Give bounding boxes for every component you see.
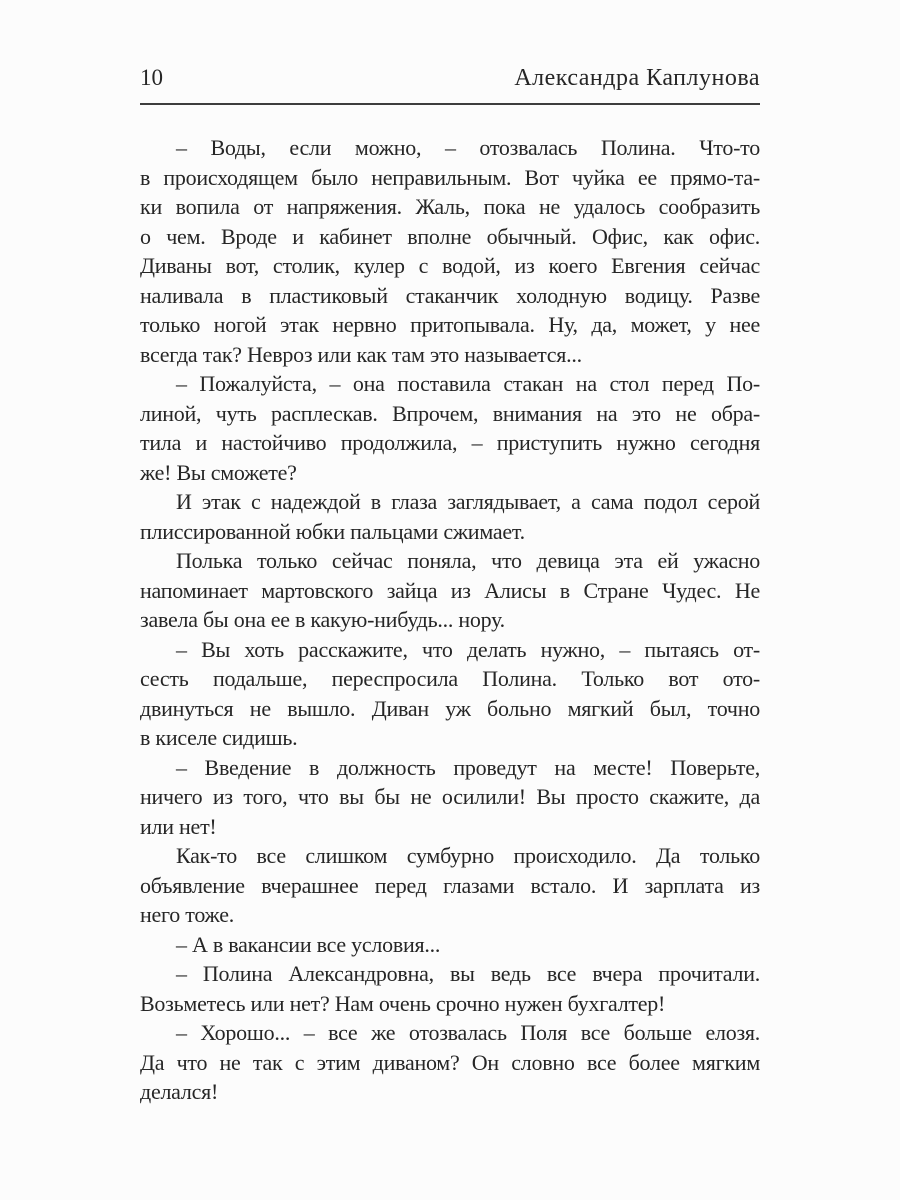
text-line: о чем. Вроде и кабинет вполне обычный. Офис, как офис. [140, 223, 760, 249]
text-line: – Хорошо... – все же отозвалась Поля все больше елозя. [176, 1020, 760, 1045]
text-line: ки вопила от напряжения. Жаль, пока не удалось сообразить [140, 194, 760, 219]
text-line: линой, чуть расплескав. Впрочем, внимания на это не обра- [140, 400, 760, 426]
paragraph [140, 369, 760, 487]
text-line: плиссированной юбки пальцами сжимает. [140, 518, 525, 544]
text-line: ничего из того, что вы бы не осилили! Вы просто скажите, да [140, 784, 760, 809]
text-line: И этак с надеждой в глаза заглядывает, а сама подол серой [176, 489, 760, 514]
text-line: делался! [140, 1079, 219, 1104]
text-line: только ногой этак нервно притопывала. Ну, да, может, у нее [140, 312, 760, 337]
paragraph [140, 1018, 760, 1107]
page-number: 10 [140, 65, 163, 90]
text-line: Возьметесь или нет? Нам очень срочно нужен бухгалтер! [140, 990, 666, 1016]
text-line: в киселе сидишь. [140, 725, 298, 750]
text-line: – Пожалуйста, – она поставила стакан на стол перед По- [176, 371, 760, 396]
text-line: – Вы хоть расскажите, что делать нужно, – пытаясь от- [176, 636, 760, 662]
text-line: наливала в пластиковый стаканчик холодную водицу. Разве [140, 282, 760, 308]
text-line: – Введение в должность проведут на месте! Поверьте, [176, 754, 760, 780]
paragraph [140, 841, 760, 930]
running-head-author: Александра Каплунова [514, 65, 760, 91]
text-line: напоминает мартовского зайца из Алисы в Стране Чудес. Не [140, 577, 760, 603]
running-header [140, 64, 760, 105]
text-line: всегда так? Невроз или как там это называется... [140, 341, 582, 367]
text-line: сесть подальше, переспросила Полина. Только вот ото- [140, 666, 760, 691]
paragraph [140, 546, 760, 635]
paragraph [140, 930, 760, 960]
paragraph [140, 635, 760, 753]
paragraph [140, 959, 760, 1018]
text-line: же! Вы сможете? [140, 459, 297, 485]
text-line: Диваны вот, столик, кулер с водой, из коего Евгения сейчас [140, 253, 760, 278]
text-line: – Воды, если можно, – отозвалась Полина. Что-то [176, 135, 760, 160]
paragraph [140, 487, 760, 546]
paragraph [140, 133, 760, 369]
text-line: – Полина Александровна, вы ведь все вчера прочитали. [176, 961, 760, 986]
text-block [140, 133, 760, 1107]
text-line: него тоже. [140, 902, 234, 927]
text-line: – А в вакансии все условия... [176, 931, 441, 957]
text-line: или нет! [140, 813, 217, 839]
text-line: объявление вчерашнее перед глазами встало. И зарплата из [140, 872, 760, 898]
text-line: Да что не так с этим диваном? Он словно все более мягким [140, 1049, 760, 1075]
text-line: завела бы она ее в какую-нибудь... нору. [140, 607, 505, 632]
paragraph [140, 753, 760, 842]
text-line: в происходящем было неправильным. Вот чуйка ее прямо-та- [140, 164, 760, 190]
text-line: двинуться не вышло. Диван уж больно мягкий был, точно [140, 695, 760, 721]
text-line: Как-то все слишком сумбурно происходило. Да только [176, 843, 760, 868]
text-line: тила и настойчиво продолжила, – приступить нужно сегодня [140, 430, 760, 455]
text-line: Полька только сейчас поняла, что девица эта ей ужасно [176, 548, 760, 573]
